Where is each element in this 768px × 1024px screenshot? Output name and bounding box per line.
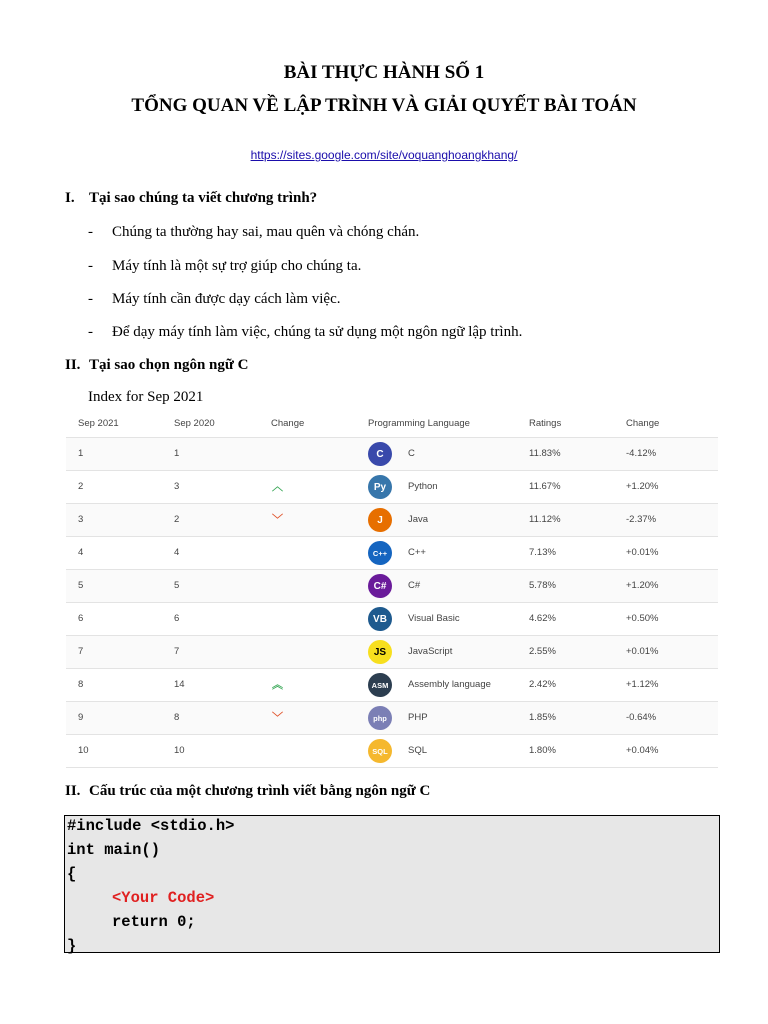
prev-rank-cell: 7 bbox=[174, 646, 180, 657]
language-name-cell: Visual Basic bbox=[408, 613, 460, 624]
code-line: return 0; bbox=[112, 913, 196, 931]
language-logo-icon: Py bbox=[368, 475, 392, 499]
rank-cell: 2 bbox=[78, 481, 84, 492]
language-logo-icon: C++ bbox=[368, 541, 392, 565]
table-row bbox=[66, 636, 718, 669]
code-line: } bbox=[67, 937, 77, 955]
language-logo-icon: VB bbox=[368, 607, 392, 631]
change-cell: +1.20% bbox=[626, 481, 659, 492]
table-header-row bbox=[66, 410, 718, 438]
language-name-cell: Assembly language bbox=[408, 679, 491, 690]
language-logo-icon: J bbox=[368, 508, 392, 532]
language-logo-icon: JS bbox=[368, 640, 392, 664]
rank-cell: 8 bbox=[78, 679, 84, 690]
language-logo-icon: C bbox=[368, 442, 392, 466]
rank-cell: 3 bbox=[78, 514, 84, 525]
table-row bbox=[66, 735, 718, 768]
language-logo-icon: ASM bbox=[368, 673, 392, 697]
trend-up-icon: ︽ bbox=[272, 679, 283, 691]
code-block bbox=[64, 815, 720, 953]
table-row bbox=[66, 669, 718, 702]
change-cell: -0.64% bbox=[626, 712, 657, 723]
rank-cell: 6 bbox=[78, 613, 84, 624]
col-header-change: Change bbox=[271, 418, 305, 429]
prev-rank-cell: 6 bbox=[174, 613, 180, 624]
bullet-item: - Để dạy máy tính làm việc, chúng ta sử dụng một ngôn ngữ lập trình. bbox=[88, 324, 523, 340]
trend-up-icon: ︿ bbox=[272, 481, 283, 493]
rank-cell: 5 bbox=[78, 580, 84, 591]
table-row bbox=[66, 537, 718, 570]
table-row bbox=[66, 504, 718, 537]
rank-cell: 4 bbox=[78, 547, 84, 558]
language-name-cell: JavaScript bbox=[408, 646, 453, 657]
prev-rank-cell: 1 bbox=[174, 448, 180, 459]
language-logo-icon: C# bbox=[368, 574, 392, 598]
col-header-change-pct: Change bbox=[626, 418, 660, 429]
rating-cell: 4.62% bbox=[529, 613, 556, 624]
trend-down-icon: ﹀ bbox=[272, 712, 283, 724]
section3-number: II. bbox=[65, 783, 81, 799]
section1-heading bbox=[65, 190, 317, 207]
section1-number: I. bbox=[65, 190, 75, 206]
change-cell: +1.20% bbox=[626, 580, 659, 591]
col-header-sep2021: Sep 2021 bbox=[78, 418, 119, 429]
section2-title: Tại sao chọn ngôn ngữ C bbox=[89, 357, 249, 373]
change-cell: -4.12% bbox=[626, 448, 657, 459]
tiobe-index-table bbox=[66, 410, 718, 768]
rank-cell: 9 bbox=[78, 712, 84, 723]
rating-cell: 11.67% bbox=[529, 481, 561, 492]
code-line: { bbox=[67, 865, 77, 883]
table-row bbox=[66, 603, 718, 636]
language-name-cell: C++ bbox=[408, 547, 426, 558]
code-line: #include <stdio.h> bbox=[67, 817, 235, 835]
section3-title: Cấu trúc của một chương trình viết bằng ngôn ngữ C bbox=[89, 783, 431, 799]
section2-heading bbox=[65, 357, 248, 374]
rating-cell: 1.80% bbox=[529, 745, 556, 756]
rating-cell: 1.85% bbox=[529, 712, 556, 723]
rank-cell: 7 bbox=[78, 646, 84, 657]
document-title: BÀI THỰC HÀNH SỐ 1 bbox=[283, 62, 485, 83]
change-cell: -2.37% bbox=[626, 514, 657, 525]
link-row bbox=[0, 146, 768, 164]
prev-rank-cell: 10 bbox=[174, 745, 185, 756]
section3-heading bbox=[65, 783, 430, 800]
table-row bbox=[66, 471, 718, 504]
prev-rank-cell: 2 bbox=[174, 514, 180, 525]
language-name-cell: Python bbox=[408, 481, 438, 492]
rating-cell: 2.42% bbox=[529, 679, 556, 690]
language-name-cell: C# bbox=[408, 580, 421, 591]
language-logo-icon: SQL bbox=[368, 739, 392, 763]
language-name-cell: Java bbox=[408, 514, 429, 525]
code-line: int main() bbox=[67, 841, 161, 859]
document-subtitle: TỔNG QUAN VỀ LẬP TRÌNH VÀ GIẢI QUYẾT BÀI TOÁN bbox=[131, 95, 637, 116]
language-logo-icon: php bbox=[368, 706, 392, 730]
prev-rank-cell: 4 bbox=[174, 547, 180, 558]
col-header-ratings: Ratings bbox=[529, 418, 562, 429]
bullet-item: - Chúng ta thường hay sai, mau quên và chóng chán. bbox=[88, 224, 420, 240]
col-header-language: Programming Language bbox=[368, 418, 470, 429]
rating-cell: 5.78% bbox=[529, 580, 556, 591]
rating-cell: 2.55% bbox=[529, 646, 556, 657]
table-row bbox=[66, 570, 718, 603]
table-row bbox=[66, 702, 718, 735]
change-cell: +0.04% bbox=[626, 745, 659, 756]
prev-rank-cell: 8 bbox=[174, 712, 180, 723]
prev-rank-cell: 3 bbox=[174, 481, 180, 492]
rank-cell: 1 bbox=[78, 448, 84, 459]
site-link[interactable]: https://sites.google.com/site/voquanghoangkhang/ bbox=[250, 148, 518, 162]
change-cell: +0.50% bbox=[626, 613, 659, 624]
language-name-cell: SQL bbox=[408, 745, 428, 756]
rating-cell: 11.83% bbox=[529, 448, 561, 459]
table-caption: Index for Sep 2021 bbox=[88, 389, 204, 405]
rating-cell: 7.13% bbox=[529, 547, 556, 558]
change-cell: +0.01% bbox=[626, 646, 659, 657]
change-cell: +0.01% bbox=[626, 547, 659, 558]
language-name-cell: PHP bbox=[408, 712, 428, 723]
rank-cell: 10 bbox=[78, 745, 89, 756]
col-header-sep2020: Sep 2020 bbox=[174, 418, 215, 429]
language-name-cell: C bbox=[408, 448, 415, 459]
prev-rank-cell: 5 bbox=[174, 580, 180, 591]
bullet-item: - Máy tính cần được dạy cách làm việc. bbox=[88, 291, 341, 307]
rating-cell: 11.12% bbox=[529, 514, 561, 525]
change-cell: +1.12% bbox=[626, 679, 659, 690]
prev-rank-cell: 14 bbox=[174, 679, 185, 690]
section1-title: Tại sao chúng ta viết chương trình? bbox=[89, 190, 318, 206]
bullet-item: - Máy tính là một sự trợ giúp cho chúng ta. bbox=[88, 258, 362, 274]
trend-down-icon: ﹀ bbox=[272, 514, 283, 526]
section2-number: II. bbox=[65, 357, 81, 373]
table-row bbox=[66, 438, 718, 471]
code-line: <Your Code> bbox=[112, 889, 215, 907]
